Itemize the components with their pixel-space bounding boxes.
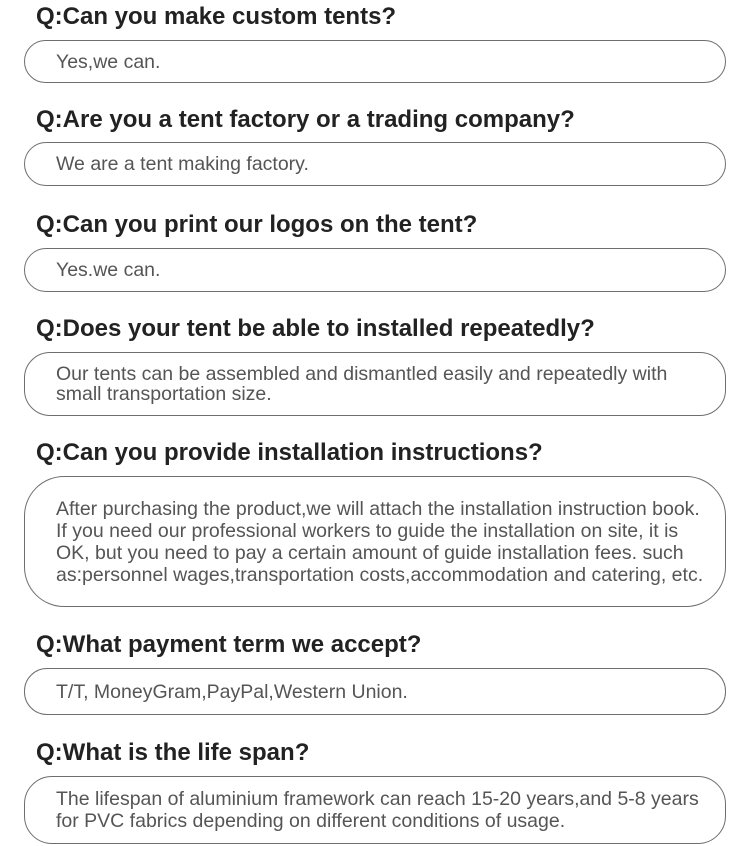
faq-answer-4-text: Our tents can be assembled and dismantled easily and repeatedly with small transportation size. bbox=[56, 363, 668, 405]
faq-answer-1-text: Yes,we can. bbox=[56, 50, 161, 73]
faq-answer-4 bbox=[24, 352, 726, 416]
faq-question-7: Q:What is the life span? bbox=[36, 739, 310, 766]
faq-answer-5-text: After purchasing the product,we will attach the installation instruction book. If you need our professional workers to guide the installation on site, it is OK, but you need to pay a certain amount of guide installation fees. such as:personnel wages,transportation costs,accommodation and catering, etc. bbox=[56, 497, 704, 586]
faq-answer-3-text: Yes.we can. bbox=[56, 259, 161, 281]
faq-question-6: Q:What payment term we accept? bbox=[36, 631, 422, 658]
faq-answer-1 bbox=[24, 40, 726, 83]
faq-answer-3 bbox=[24, 248, 726, 292]
faq-answer-7 bbox=[24, 776, 726, 844]
faq-answer-2-text: We are a tent making factory. bbox=[56, 153, 309, 175]
faq-question-5: Q:Can you provide installation instructions? bbox=[36, 439, 543, 466]
faq-answer-6 bbox=[24, 668, 726, 715]
faq-answer-5 bbox=[24, 476, 726, 607]
faq-question-1: Q:Can you make custom tents? bbox=[36, 3, 397, 30]
faq-question-4: Q:Does your tent be able to installed repeatedly? bbox=[36, 315, 595, 342]
faq-question-3: Q:Can you print our logos on the tent? bbox=[36, 211, 478, 238]
faq-answer-7-text: The lifespan of aluminium framework can reach 15-20 years,and 5-8 years for PVC fabrics depending on different conditions of usage. bbox=[56, 788, 699, 832]
faq-answer-2 bbox=[24, 142, 726, 186]
faq-question-2: Q:Are you a tent factory or a trading company? bbox=[36, 106, 575, 133]
faq-answer-6-text: T/T, MoneyGram,PayPal,Western Union. bbox=[56, 680, 408, 703]
